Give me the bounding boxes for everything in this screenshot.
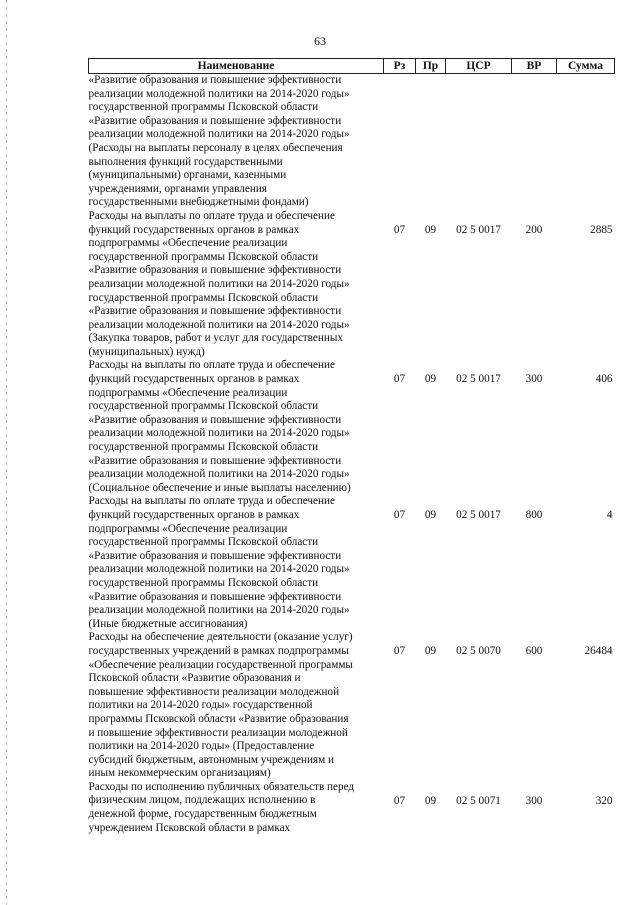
table-row xyxy=(89,781,615,835)
row-vr: 600 xyxy=(525,645,543,658)
budget-table xyxy=(88,58,615,835)
row-pr: 09 xyxy=(424,509,437,522)
header-vr: ВР xyxy=(512,59,557,74)
row-name: Расходы на выплаты по оплате труда и обеспечение функций государственных органов в рамках подпрограммы «Обеспечение реализации государственной программы Псковской области «Развитие образования и повышение эффективности реализации молодежной политики на 2014-2020 годы» государственной программы Псковской области «Развитие образования и повышение эффективности реализации молодежной политики на 2014-2020 годы» (Иные бюджетные ассигнования) xyxy=(88,495,350,630)
row-sum: 2885 xyxy=(590,223,613,236)
row-csr: 02 5 0070 xyxy=(456,645,501,658)
header-name: Наименование xyxy=(89,59,384,74)
row-vr xyxy=(512,74,557,210)
row-vr: 200 xyxy=(525,223,543,236)
row-csr: 02 5 0017 xyxy=(456,509,501,522)
table-header-row xyxy=(89,59,615,74)
row-rz: 07 xyxy=(393,645,406,658)
row-rz xyxy=(384,74,416,210)
row-rz: 07 xyxy=(393,509,406,522)
header-rz: Рз xyxy=(384,59,416,74)
row-sum: 406 xyxy=(595,373,613,386)
row-csr: 02 5 0017 xyxy=(456,223,501,236)
row-sum xyxy=(557,74,615,210)
row-pr: 09 xyxy=(424,645,437,658)
header-pr: Пр xyxy=(416,59,446,74)
header-sum: Сумма xyxy=(557,59,615,74)
table-row xyxy=(89,495,615,631)
table-row xyxy=(89,74,615,210)
page-number: 63 xyxy=(314,34,326,48)
row-name: Расходы на выплаты по оплате труда и обеспечение функций государственных органов в рамках подпрограммы «Обеспечение реализации государственной программы Псковской области «Развитие образования и повышение эффективности реализации молодежной политики на 2014-2020 годы» государственной программы Псковской области «Развитие образования и повышение эффективности реализации молодежной политики на 2014-2020 годы» (Закупка товаров, работ и услуг для государственных (муниципальных) нужд) xyxy=(88,209,350,358)
row-pr: 09 xyxy=(424,223,437,236)
row-csr: 02 5 0071 xyxy=(456,794,501,807)
row-name: Расходы на выплаты по оплате труда и обеспечение функций государственных органов в рамках подпрограммы «Обеспечение реализации государственной программы Псковской области «Развитие образования и повышение эффективности реализации молодежной политики на 2014-2020 годы» государственной программы Псковской области «Развитие образования и повышение эффективности реализации молодежной политики на 2014-2020 годы» (Социальное обеспечение и иные выплаты населению) xyxy=(88,359,351,494)
row-csr: 02 5 0017 xyxy=(456,373,501,386)
row-rz: 07 xyxy=(393,223,406,236)
row-sum: 26484 xyxy=(584,645,613,658)
row-name: Расходы по исполнению публичных обязательств перед физическим лицом, подлежащих исполнению в денежной форме, государственным бюджетным учреждением Псковской области в рамках xyxy=(88,780,355,834)
row-pr: 09 xyxy=(424,794,437,807)
row-vr: 800 xyxy=(525,509,543,522)
table-row xyxy=(89,359,615,495)
row-pr: 09 xyxy=(424,373,437,386)
row-rz: 07 xyxy=(393,373,406,386)
row-sum: 4 xyxy=(606,509,613,522)
row-sum: 320 xyxy=(595,794,613,807)
row-rz: 07 xyxy=(393,794,406,807)
table-row xyxy=(89,631,615,781)
row-pr xyxy=(416,74,446,210)
row-name: «Развитие образования и повышение эффективности реализации молодежной политики на 2014-2020 годы» государственной программы Псковской области «Развитие образования и повышение эффективности реализации молодежной политики на 2014-2020 годы» (Расходы на выплаты персоналу в целях обеспечения выполнения функций государственными (муниципальными) органами, казенными учреждениями, органами управления государственными внебюджетными фондами) xyxy=(88,74,350,209)
row-vr: 300 xyxy=(525,373,543,386)
scan-edge xyxy=(6,0,7,905)
row-name: Расходы на обеспечение деятельности (оказание услуг) государственных учреждений в рамках подпрограммы «Обеспечение реализации государственной программы Псковской области «Развитие образования и повышение эффективности реализации молодежной политики на 2014-2020 годы» государственной программы Псковской области «Развитие образования и повышение эффективности реализации молодежной политики на 2014-2020 годы» (Предоставление субсидий бюджетным, автономным учреждениям и иным некоммерческим организациям) xyxy=(88,631,353,780)
row-vr: 300 xyxy=(525,794,543,807)
header-csr: ЦСР xyxy=(446,59,512,74)
table-row xyxy=(89,210,615,360)
row-csr xyxy=(446,74,512,210)
